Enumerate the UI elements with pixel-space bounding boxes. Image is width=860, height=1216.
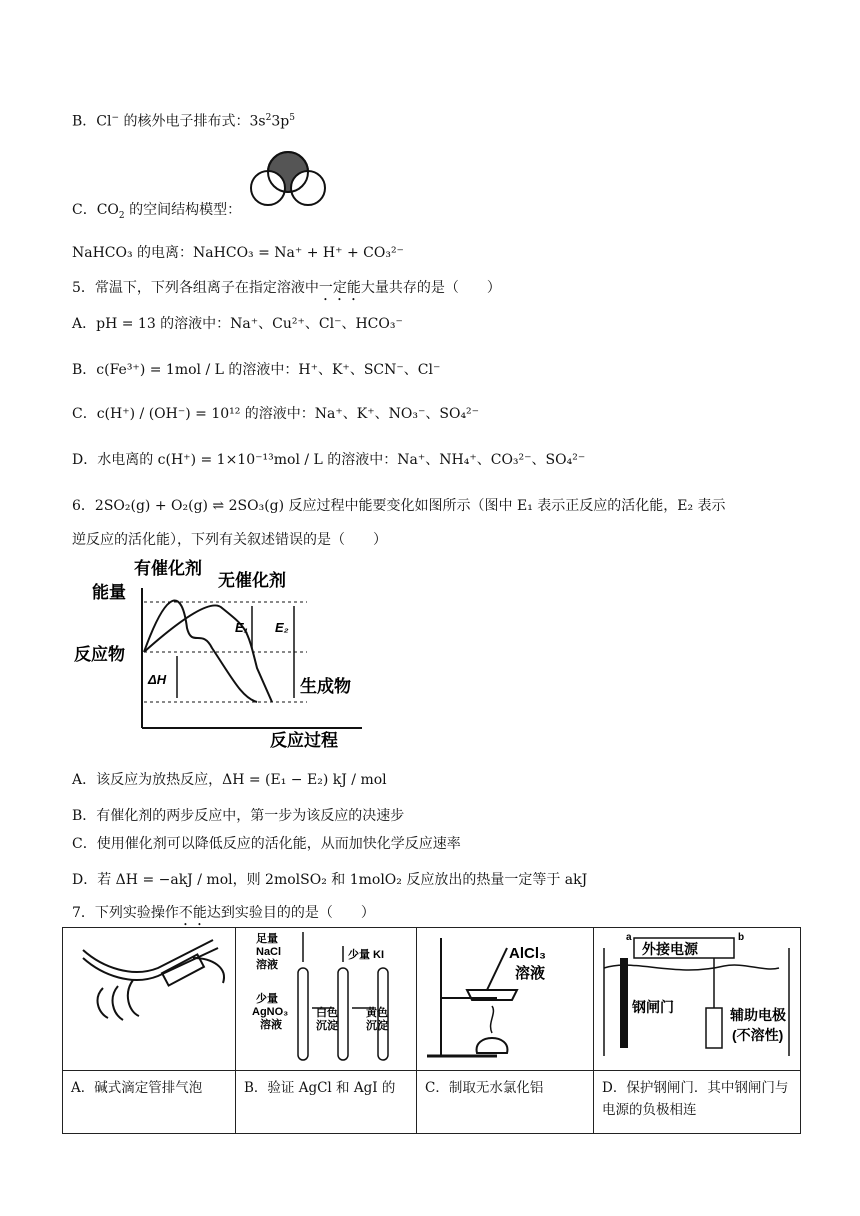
svg-text:溶液: 溶液 <box>256 959 278 971</box>
experiment-table <box>62 927 801 1134</box>
reactant-label: 反应物 <box>74 645 125 664</box>
product-label: 生成物 <box>300 677 351 696</box>
caption-b: B．验证 AgCl 和 AgI 的 <box>236 1071 417 1134</box>
co2-model-image <box>248 150 328 212</box>
svg-text:足量: 足量 <box>256 933 278 945</box>
q6-stem-line2: 逆反应的活化能），下列有关叙述错误的是（ ） <box>72 532 387 548</box>
q6-option-b: B．有催化剂的两步反应中，第一步为该反应的决速步 <box>72 808 405 824</box>
svg-text:钢闸门: 钢闸门 <box>632 999 674 1015</box>
q5-option-c: C．c(H⁺) / (OH⁻) = 10¹² 的溶液中：Na⁺、K⁺、NO₃⁻、SO₄²⁻ <box>72 406 480 422</box>
svg-text:a: a <box>626 932 632 943</box>
svg-text:AgNO₃: AgNO₃ <box>252 1006 289 1018</box>
heating-image <box>417 928 593 1066</box>
precipitate-image <box>236 928 416 1066</box>
svg-text:外接电源: 外接电源 <box>642 941 698 957</box>
image-a-cell <box>63 928 236 1071</box>
svg-text:E₁: E₁ <box>235 620 249 635</box>
svg-text:ΔH: ΔH <box>148 672 167 687</box>
q7-stem: 7．下列实验操作不能达到实验目的的是（ ） <box>72 905 375 921</box>
svg-text:白色: 白色 <box>316 1007 338 1019</box>
svg-text:溶液: 溶液 <box>260 1019 282 1031</box>
q6-option-c: C．使用催化剂可以降低反应的活化能，从而加快化学反应速率 <box>72 836 461 852</box>
svg-text:AlCl₃: AlCl₃ <box>509 945 546 962</box>
caption-c: C．制取无水氯化铝 <box>417 1071 594 1134</box>
burette-hand-image <box>63 928 235 1066</box>
image-b-cell <box>236 928 417 1071</box>
svg-text:b: b <box>738 932 745 943</box>
energy-diagram <box>72 558 372 754</box>
option-c: C．$CO_2$ 的空间结构模型： <box>72 202 242 221</box>
svg-text:NaCl: NaCl <box>256 946 282 958</box>
q5-stem: 5．常温下，下列各组离子在指定溶液中一定能大量共存的是（ ） <box>72 280 501 296</box>
svg-text:辅助电极: 辅助电极 <box>730 1007 786 1023</box>
svg-text:黄色: 黄色 <box>366 1007 388 1019</box>
option-b: B．Cl− 的核外电子排布式：$3s^23p^5$ <box>72 113 295 130</box>
q6-option-d: D．若 ΔH = −akJ / mol，则 2molSO₂ 和 1molO₂ 反应放出的热量一定等于 akJ <box>72 872 588 888</box>
q6-option-a: A．该反应为放热反应，ΔH = (E₁ − E₂) kJ / mol <box>72 772 387 788</box>
caption-a: A．碱式滴定管排气泡 <box>63 1071 236 1134</box>
no-catalyst-label: 无催化剂 <box>218 571 286 590</box>
process-axis-label: 反应过程 <box>270 731 338 750</box>
svg-text:沉淀: 沉淀 <box>316 1020 338 1032</box>
svg-text:沉淀: 沉淀 <box>366 1020 388 1032</box>
svg-text:(不溶性): (不溶性) <box>732 1027 784 1043</box>
svg-text:E₂: E₂ <box>275 620 289 635</box>
energy-axis-label: 能量 <box>92 583 126 602</box>
caption-d: D．保护钢闸门．其中钢闸门与电源的负极相连 <box>594 1071 801 1134</box>
q5-option-a: A．pH = 13 的溶液中：Na⁺、Cu²⁺、Cl⁻、HCO₃⁻ <box>72 316 403 332</box>
gate-protection-image <box>594 928 800 1066</box>
option-d: NaHCO₃ 的电离：NaHCO₃ = Na⁺ + H⁺ + CO₃²⁻ <box>72 245 404 261</box>
svg-text:溶液: 溶液 <box>515 965 546 982</box>
svg-text:少量: 少量 <box>256 993 278 1005</box>
q5-option-b: B．c(Fe³⁺) = 1mol / L 的溶液中：H⁺、K⁺、SCN⁻、Cl⁻ <box>72 362 441 378</box>
with-catalyst-label: 有催化剂 <box>134 559 202 578</box>
q5-option-d: D．水电离的 c(H⁺) = 1×10⁻¹³mol / L 的溶液中：Na⁺、NH₄⁺、CO₃²⁻、SO₄²⁻ <box>72 452 586 468</box>
image-d-cell <box>594 928 801 1071</box>
svg-text:少量 KI: 少量 KI <box>348 949 385 961</box>
q6-stem-line1: 6．2SO₂(g) + O₂(g) ⇌ 2SO₃(g) 反应过程中能要变化如图所示（图中 E₁ 表示正反应的活化能，E₂ 表示 <box>72 498 726 514</box>
image-c-cell <box>417 928 594 1071</box>
